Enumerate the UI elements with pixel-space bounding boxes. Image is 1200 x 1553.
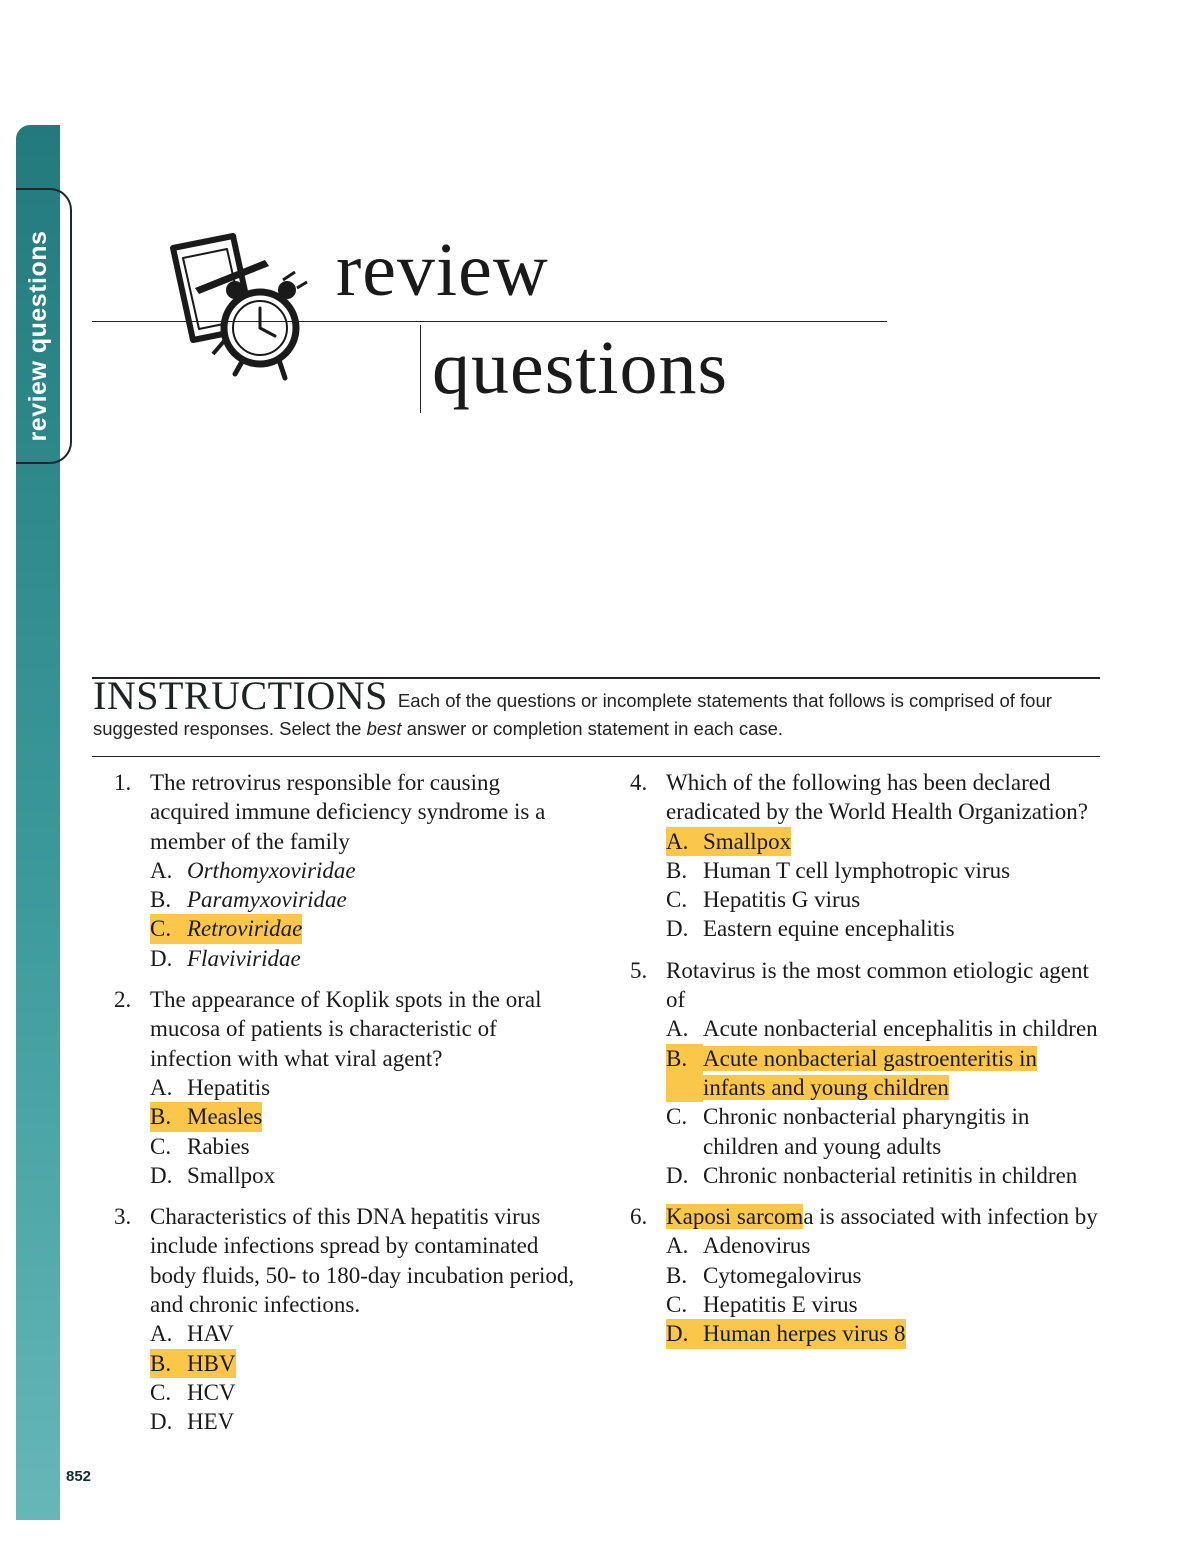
- option-letter: D.: [150, 1409, 173, 1435]
- page-number: 852: [66, 1468, 92, 1485]
- option-letter: C.: [666, 887, 688, 913]
- questions-column-left: [114, 768, 584, 1449]
- option-text: Hepatitis: [187, 1074, 271, 1100]
- question-text-rest: a is associated with infection by: [803, 1204, 1098, 1230]
- option-d: [150, 1407, 584, 1436]
- option-text: Smallpox: [187, 1162, 276, 1188]
- option-text: Acute nonbacterial encephalitis in children: [703, 1016, 1098, 1042]
- option-d: [150, 1161, 584, 1190]
- option-letter: B.: [666, 1262, 688, 1288]
- question-text-highlighted: Kaposi sarcom: [666, 1204, 804, 1230]
- option-d: [150, 944, 584, 973]
- question-3: [114, 1202, 584, 1436]
- question-number: 4.: [630, 770, 648, 795]
- option-c: [150, 1132, 584, 1161]
- option-list: [150, 1073, 584, 1190]
- option-text: Smallpox: [703, 828, 792, 854]
- option-c: [666, 1102, 1100, 1161]
- question-2: [114, 985, 584, 1190]
- question-text: Which of the following has been declared eradicated by the World Health Organization?: [666, 770, 1088, 825]
- option-letter: D.: [150, 945, 173, 971]
- question-6: [630, 1202, 1100, 1348]
- option-letter: D.: [666, 1162, 689, 1188]
- option-letter: C.: [150, 1133, 172, 1159]
- option-letter: A.: [150, 857, 173, 883]
- question-text: The appearance of Koplik spots in the oral mucosa of patients is characteristic of infection with what viral agent?: [150, 987, 542, 1071]
- question-text: Characteristics of this DNA hepatitis virus include infections spread by contaminated body fluids, 50- to 180-day incubation period, and chronic infections.: [150, 1204, 575, 1318]
- option-b-highlighted: [150, 1349, 584, 1378]
- option-list: [150, 856, 584, 973]
- title-rule: [92, 321, 887, 322]
- option-text: HEV: [187, 1409, 235, 1435]
- instructions-rule-bottom: [92, 756, 1100, 757]
- question-number: 2.: [114, 987, 132, 1013]
- option-letter: A.: [666, 1016, 689, 1042]
- option-letter: D.: [150, 1162, 173, 1188]
- instructions-emphasis: best: [366, 718, 402, 739]
- option-text: Hepatitis G virus: [703, 887, 861, 913]
- option-text: Human herpes virus 8: [703, 1321, 906, 1347]
- option-letter: B.: [666, 857, 688, 883]
- option-c: [666, 1290, 1100, 1319]
- option-text: Orthomyxoviridae: [187, 857, 356, 883]
- option-a: [666, 1231, 1100, 1260]
- option-text: HBV: [187, 1350, 236, 1376]
- option-text: Cytomegalovirus: [703, 1262, 862, 1288]
- question-4: [630, 768, 1100, 944]
- option-text: Chronic nonbacterial pharyngitis in children and young adults: [703, 1104, 1030, 1159]
- option-letter: B.: [150, 1350, 172, 1376]
- option-letter: C.: [666, 1292, 688, 1318]
- option-list: [150, 1319, 584, 1436]
- option-d-highlighted: [666, 1319, 1100, 1348]
- option-b-highlighted: [150, 1102, 584, 1131]
- option-list: [666, 827, 1100, 944]
- option-a-highlighted: [666, 827, 1100, 856]
- option-c: [150, 1378, 584, 1407]
- option-text: Flaviviridae: [187, 945, 301, 971]
- option-b: [666, 856, 1100, 885]
- page-title-line-1: review: [336, 228, 549, 312]
- option-d: [666, 1161, 1100, 1190]
- option-letter: B.: [150, 1104, 172, 1130]
- option-text: HAV: [187, 1321, 234, 1347]
- option-letter: A.: [150, 1074, 173, 1100]
- option-c: [666, 885, 1100, 914]
- option-text: Acute nonbacterial gastroenteritis in infants and young children: [703, 1045, 1038, 1100]
- option-text: Chronic nonbacterial retinitis in children: [703, 1162, 1078, 1188]
- instructions-text-end: answer or completion statement in each case.: [401, 718, 784, 739]
- option-b-highlighted: [666, 1044, 1100, 1103]
- question-number: 1.: [114, 770, 132, 795]
- side-tab-label: review questions: [24, 230, 52, 442]
- option-letter: B.: [666, 1044, 703, 1103]
- option-b: [150, 885, 584, 914]
- option-letter: C.: [666, 1104, 688, 1130]
- question-text: Rotavirus is the most common etiologic agent of: [666, 957, 1089, 1013]
- option-letter: C.: [150, 1379, 172, 1405]
- option-letter: B.: [150, 887, 172, 913]
- instructions-text: Each of the questions or incomplete statements that follows is comprised of four suggested responses. Select the: [93, 690, 1052, 739]
- option-letter: A.: [666, 1233, 689, 1259]
- question-number: 6.: [630, 1204, 648, 1230]
- option-text: HCV: [187, 1379, 236, 1405]
- option-text: Retroviridae: [187, 916, 303, 942]
- question-5: [630, 956, 1100, 1190]
- option-list: [666, 1014, 1100, 1190]
- questions-column-right: [630, 768, 1100, 1361]
- option-a: [666, 1014, 1100, 1043]
- question-text: [666, 1202, 1100, 1231]
- option-text: Adenovirus: [703, 1233, 811, 1259]
- option-letter: D.: [666, 916, 689, 942]
- option-a: [150, 1319, 584, 1348]
- option-c-highlighted: [150, 914, 584, 943]
- option-text: Eastern equine encephalitis: [703, 916, 955, 942]
- clipboard-clock-icon: [165, 230, 335, 390]
- option-text: Hepatitis E virus: [703, 1292, 858, 1318]
- instructions-block: [93, 673, 1103, 743]
- option-text: Rabies: [187, 1133, 250, 1159]
- option-text: Paramyxoviridae: [187, 887, 347, 913]
- option-letter: C.: [150, 916, 172, 942]
- question-1: [114, 768, 584, 973]
- question-text: The retrovirus responsible for causing acquired immune deficiency syndrome is a member of the family: [150, 770, 546, 854]
- instructions-heading: INSTRUCTIONS: [93, 673, 388, 718]
- option-a: [150, 1073, 584, 1102]
- option-b: [666, 1261, 1100, 1290]
- page-title-line-2: questions: [432, 326, 729, 410]
- option-d: [666, 914, 1100, 943]
- option-letter: A.: [666, 828, 689, 854]
- option-list: [666, 1231, 1100, 1348]
- option-a: [150, 856, 584, 885]
- title-divider: [420, 325, 421, 413]
- option-text: Measles: [187, 1104, 263, 1130]
- question-number: 3.: [114, 1204, 132, 1230]
- question-number: 5.: [630, 957, 648, 983]
- option-letter: D.: [666, 1321, 689, 1347]
- option-text: Human T cell lymphotropic virus: [703, 857, 1011, 883]
- option-letter: A.: [150, 1321, 173, 1347]
